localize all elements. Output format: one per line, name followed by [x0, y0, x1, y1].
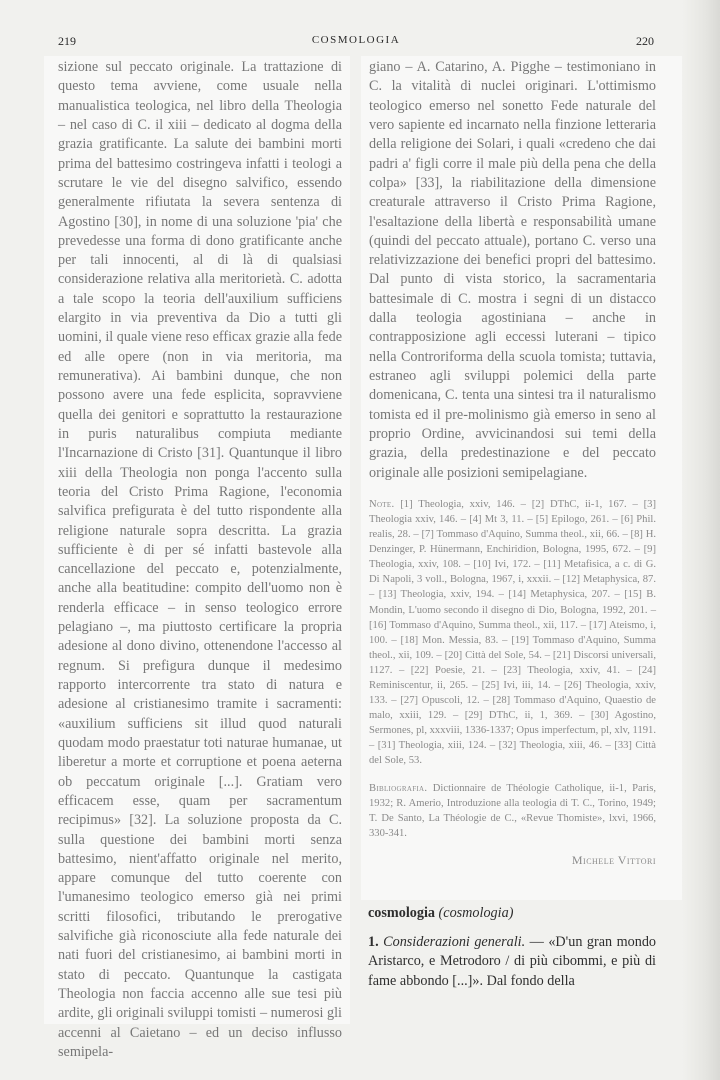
entry-body-text: — «D'un gran mondo Aristarco, e Metrodoro / di più cibommi, e più di fame abbondo [...]». Dal fondo della: [368, 934, 657, 989]
author-signature: Michele Vittori: [571, 852, 656, 867]
section-title: Considerazioni generali.: [383, 934, 526, 950]
bibliography-block: [369, 781, 656, 841]
new-entry: [368, 903, 656, 991]
entry-headword: cosmologia: [368, 905, 435, 921]
page-number-right: 220: [636, 34, 654, 48]
running-title: COSMOLOGIA: [311, 34, 401, 46]
left-column-text: sizione sul peccato originale. La trattazione di questo tema avviene, come usuale nella manualistica teologica, nel libro della Theologia – nel caso di C. il xiii – dedicato al dogma della grazia gratificante. La salute dei bambini morti prima del battesimo costringeva infatti i teologi a scrutare le vie del disegno salvifico, essendo generalmente rifiutata la severa sentenza di Agostino [30], in nome di una soluzione 'pia' che prevedesse una forma di dono gratificante anche per tali innocenti, al di là di qualsiasi considerazione relativa alla meritorietà. C. adotta a tale scopo la teoria dell'auxilium sufficiens elargito in via preventiva da Dio a tutti gli uomini, il quale viene reso efficax grazie alla fede ed alle opere (non in via meritoria, ma remunerativa). Ai bambini dunque, che non possono avere una fede esplicita, sopravviene quella dei genitori e soprattutto la restaurazione in puris naturalibus compiuta mediante l'Incarnazione di Cristo [31]. Quantunque il libro xiii della Theologia non ponga l'accento sulla teoria del Cristo Prima Ragione, l'economia salvifica prefigurata è del tutto rispondente alla religione naturale sopra descritta. La grazia sufficiente è di per sé infatti bastevole alla cancellazione del peccato e, potenzialmente, anche alla beatitudine: compito dell'uomo non è renderla efficace – in senso teologico errore pelagiano –, ma piuttosto certificare la propria adesione al dono divino, ottenendone l'accesso al regnum. Si prefigura dunque il medesimo rapporto intercorrente tra stato di natura e adesione al cristianesimo tramite i sacramenti: «auxilium sufficiens sit illud quod naturali quodam modo praestatur toti naturae humanae, ut liberetur a morte et corruptione et poena aeterna ob peccatum originale [...]. Gratiam vero efficacem esse, quam per sacramentum recipimus» [32]. La soluzione proposta da C. sulla questione dei bambini morti senza battesimo, nient'affatto originale nel merito, appare comunque del tutto coerente con l'umanesimo teologico emerso già nei primi scritti filosofici, tributando le prerogative salvifiche già riconosciute alla fede naturale dei nati fuori del cristianesimo, ai bambini morti in stato di peccato. Quantunque la castigata Theologia non faccia accenno alle sue tesi più ardite, gli originali sviluppi tomisti – numerosi gli accenni al Caietano – ed un deciso influsso semipela-: [58, 59, 342, 1060]
entry-body: [368, 933, 656, 991]
notes-block: [369, 497, 656, 769]
notes-label: Note.: [369, 498, 395, 510]
entry-heading: [368, 903, 656, 923]
page-number-left: 219: [58, 34, 76, 48]
bibliography-text: Dictionnaire de Théologie Catholique, ii-1, Paris, 1932; R. Amerio, Introduzione alla teologia di T. C., Torino, 1949; T. De Santo, La Théologie de C., «Revue Thomiste», lxvi, 1966, 330-341.: [369, 782, 656, 839]
page-header: [58, 34, 654, 50]
notes-text: [1] Theologia, xxiv, 146. – [2] DThC, ii-1, 167. – [3] Theologia xxiv, 146. – [4] Mt 3, 11. – [5] Epilogo, 261. – [6] Phil. realis, 28. – [7] Tommaso d'Aquino, Summa theol., xii, 66. – [8] H. Denzinger, P. Hünermann, Enchiridion, Bologna, 1995, 672. – [9] Theologia, xxiv, 108. – [10] Ivi, 172. – [11] Metafisica, a c. di G. Di Napoli, 3 voll., Bologna, 1967, i, xxxii. – [12] Metaphysica, 87. – [13] Theologia, xxiv, 194. – [14] Metaphysica, 207. – [15] B. Mondin, L'uomo secondo il disegno di Dio, Bologna, 1992, 201. – [16] Tommaso d'Aquino, Summa theol., xii, 117. – [17] Ateismo, i, 100. – [18] Mon. Messia, 83. – [19] Tommaso d'Aquino, Summa theol., xii, 109. – [20] Città del Sole, 54. – [21] Discorsi universali, 1127. – [22] Poesie, 21. – [23] Theologia, xxiv, 41. – [24] Reminiscentur, ii, 265. – [25] Ivi, iii, 14. – [26] Theologia, xxiv, 133. – [27] Opuscoli, 12. – [28] Tommaso d'Aquino, Quaestio de malo, xxiii, 129. – [29] DThC, ii, 1, 369. – [30] Agostino, Sermones, pl, xxxviii, 1336-1337; Opus imperfectum, pl, xlv, 1191. – [31] Theologia, xiii, 124. – [32] Theologia, xiii, 46. – [33] Città del Sole, 53.: [369, 498, 657, 767]
scan-edge-shadow: [682, 0, 720, 1080]
section-number: 1.: [368, 934, 379, 950]
right-column-text: giano – A. Catarino, A. Pigghe – testimoniano in C. la vitalità di nuclei originari. L'ottimismo teologico emerso nel sonetto Fede naturale del vero sapiente ed incarnato nella finzione letteraria della religione dei Solari, i quali «credeno che dai padri a' figli corre il male più della pena che della colpa» [33], la riabilitazione della dimensione creaturale attraverso il Cristo Prima Ragione, l'esaltazione della libertà e responsabilità umane (quindi del peccato attuale), portano C. verso una relativizzazione dei benefici propri del battesimo. Dal punto di vista storico, la sacramentaria battesimale di C. mostra i segni di un distacco dalla teologia agostiniana – anche in contrapposizione agli eccessi luterani – tipico nella Controriforma della scuola tomista; tuttavia, estraneo agli sviluppi polemici della parte domenicana, C. tenta una sintesi tra il naturalismo tomista ed il pre-molinismo già emerso in seno al proprio Ordine, avvicinandosi sui temi della grazia, della predestinazione e del peccato originale alle posizioni semipelagiane.: [369, 59, 656, 481]
bibliography-label: Bibliografia.: [369, 782, 428, 794]
right-column: [361, 56, 682, 900]
left-column: [44, 56, 350, 1060]
entry-gloss: (cosmologia): [438, 905, 514, 921]
